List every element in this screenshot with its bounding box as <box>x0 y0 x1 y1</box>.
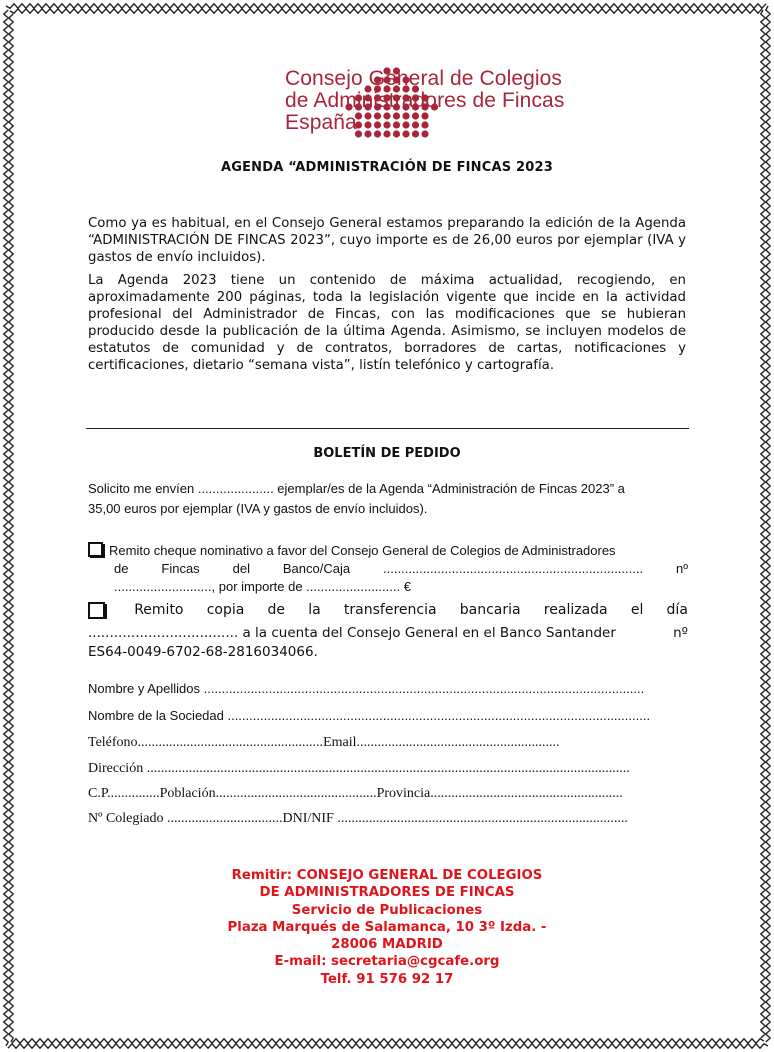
phone-field[interactable]: Teléfono..................................................... <box>88 735 324 750</box>
logo-line-1: Consejo General de Colegios <box>285 67 563 90</box>
word: Remito <box>134 602 184 618</box>
option-cheque-line-1: Remito cheque nominativo a favor del Consejo General de Colegios de Administradores <box>109 543 616 558</box>
dni-field[interactable]: DNI/NIF ................................................................................... <box>282 811 628 826</box>
remit-phone: Telf. 91 576 92 17 <box>320 971 454 987</box>
intro-paragraph-2: La Agenda 2023 tiene un contenido de máxima actualidad, recogiendo, en aproximadamente 200 páginas, toda la legislación vigente que incide en la actividad profesional del Administrador de Fincas, con las modificaciones que se hubieran producido desde la publicación de la última Agenda. Asimismo, se incluyen modelos de estatutos de comunidad y de contratos, borradores de cartas, notificaciones y certificaciones, dietario “semana vista”, listín telefónico y cartografía. <box>88 273 686 373</box>
transfer-date-blank[interactable]: ................................... a la cuenta del Consejo General en el Banco Santander <box>88 625 616 641</box>
intro-paragraph-1: Como ya es habitual, en el Consejo General estamos preparando la edición de la Agenda “ADMINISTRACIÓN DE FINCAS 2023”, cuyo importe es de 26,00 euros por ejemplar (IVA y gastos de envío incluidos). <box>88 216 686 265</box>
word: nº <box>676 561 688 576</box>
remit-address-block <box>0 867 774 988</box>
option-cheque-line-2 <box>114 561 688 576</box>
transfer-checkbox[interactable] <box>88 602 105 619</box>
word: bancaria <box>459 602 521 618</box>
border-zigzag <box>10 9 762 13</box>
city-field[interactable]: Población.............................................. <box>159 786 377 801</box>
remit-line-4: Plaza Marqués de Salamanca, 10 3º Izda. - <box>227 919 547 935</box>
request-line-2: 35,00 euros por ejemplar (IVA y gastos de envío incluidos). <box>88 501 428 516</box>
phone-email-row <box>88 735 686 751</box>
account-number: ES64-0049-6702-68-2816034066. <box>88 644 318 660</box>
address-field[interactable]: Dirección .......................................................................................................................................... <box>88 761 630 776</box>
member-dni-row <box>88 811 686 827</box>
remit-email[interactable]: E-mail: secretaria@cgcafe.org <box>274 954 500 970</box>
remit-line-3: Servicio de Publicaciones <box>291 902 483 918</box>
border-zigzag <box>8 1044 768 1048</box>
word: de <box>267 602 286 618</box>
option-cheque <box>88 542 688 558</box>
logo-line-2: de Administradores de Fincas <box>285 89 565 112</box>
remit-line-5: 28006 MADRID <box>331 937 443 953</box>
option-cheque-line-3: ..........................., por importe de .......................... € <box>114 579 411 594</box>
name-field[interactable]: Nombre y Apellidos .......................................................................................................................... <box>88 681 645 696</box>
word: realizada <box>543 602 608 618</box>
border-zigzag <box>6 4 766 8</box>
company-field[interactable]: Nombre de la Sociedad ..................................................................................................................... <box>88 708 651 723</box>
word: nº <box>673 625 688 641</box>
postal-code-field[interactable]: C.P............... <box>88 786 160 801</box>
page-title: AGENDA “ADMINISTRACIÓN DE FINCAS 2023 <box>220 160 554 175</box>
logo-line-3: España <box>285 111 357 134</box>
border-zigzag <box>12 1039 764 1043</box>
word: copia <box>206 602 245 618</box>
option-transfer-line-2 <box>88 625 688 641</box>
request-line-1: Solicito me envíen ..................... ejemplar/es de la Agenda “Administración de Fincas 2023” a <box>88 481 625 496</box>
word: Banco/Caja <box>282 561 351 576</box>
word: la <box>308 602 321 618</box>
member-number-field[interactable]: Nº Colegiado ................................. <box>88 811 283 826</box>
remit-line-1: Remitir: CONSEJO GENERAL DE COLEGIOS <box>231 868 543 883</box>
word: día <box>666 602 688 618</box>
logo-wordmark <box>285 68 564 134</box>
cheque-checkbox[interactable] <box>88 542 103 557</box>
word: Fincas <box>161 561 200 576</box>
word: el <box>630 602 644 618</box>
order-form-title: BOLETÍN DE PEDIDO <box>313 446 461 461</box>
option-transfer-line-1 <box>88 602 688 619</box>
email-field[interactable]: Email.......................................................... <box>323 735 560 750</box>
bank-blank[interactable]: ........................................................................ <box>383 561 644 576</box>
section-divider <box>86 428 689 429</box>
remit-line-2: DE ADMINISTRADORES DE FINCAS <box>259 885 515 901</box>
province-field[interactable]: Provincia....................................................... <box>376 786 623 801</box>
word: de <box>114 561 129 576</box>
word: del <box>232 561 250 576</box>
word: transferencia <box>343 602 437 618</box>
location-row <box>88 786 686 802</box>
